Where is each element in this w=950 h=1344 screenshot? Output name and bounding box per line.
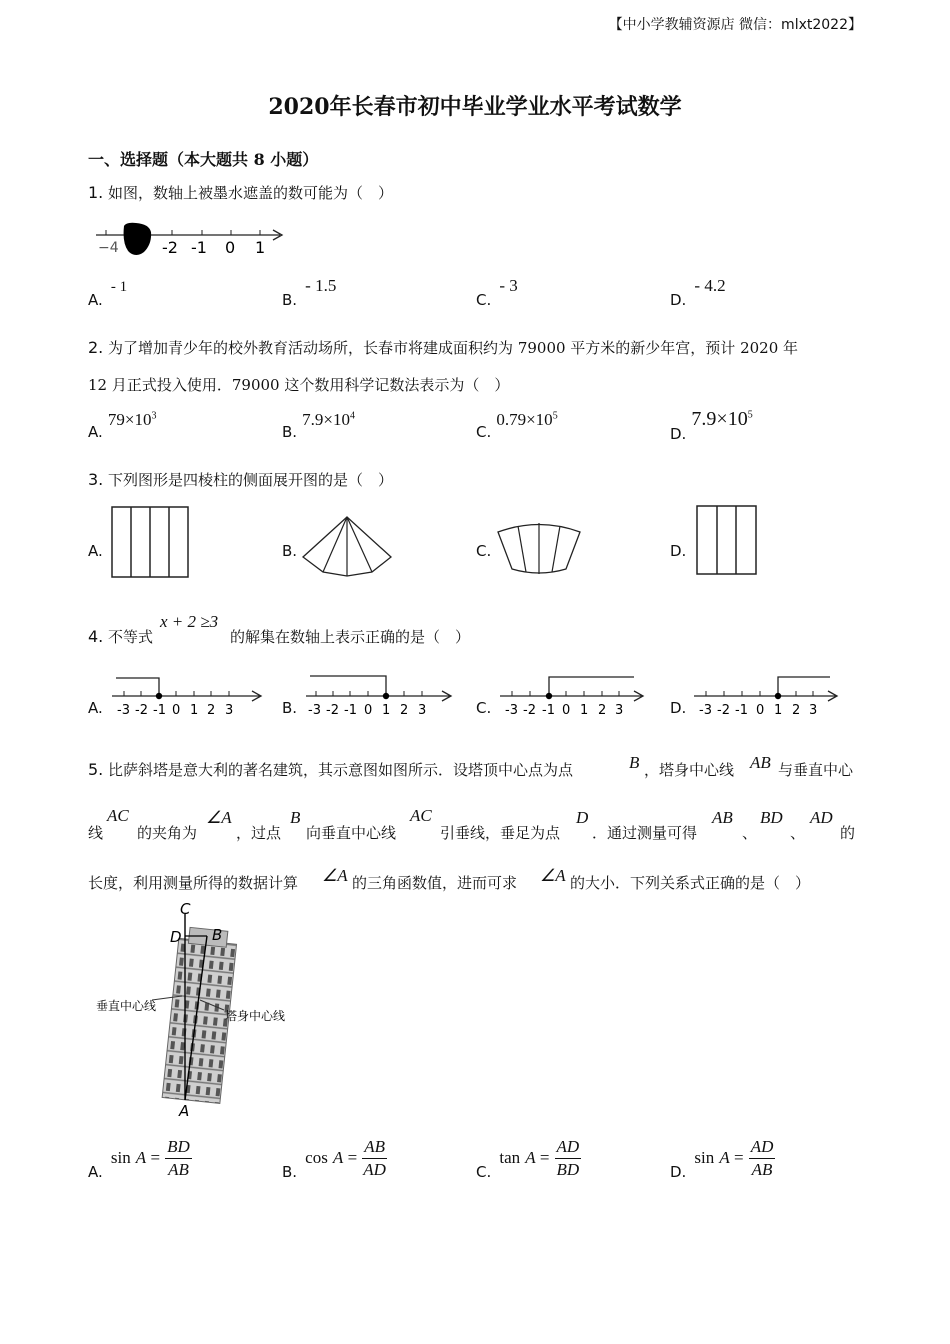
q5-segment-bd: BD bbox=[760, 808, 783, 827]
q4-number-line-c bbox=[498, 670, 650, 718]
q5-stem-line2-e: 引垂线，垂足为点 bbox=[440, 824, 561, 842]
q5-segment-ac: AC bbox=[410, 806, 432, 825]
q4-b-label: 3 bbox=[418, 703, 427, 718]
q4-c-label: -2 bbox=[523, 703, 536, 718]
q5-point-d: D bbox=[576, 808, 589, 827]
q4-b-label: -2 bbox=[326, 703, 339, 718]
q1-option-a[interactable]: A. - 1 bbox=[88, 279, 128, 309]
q5-stem-line2-d: 向垂直中心线 bbox=[306, 824, 397, 842]
q4-c-label: 3 bbox=[615, 703, 624, 718]
q4-a-label: -1 bbox=[153, 703, 166, 718]
q5-stem-line2-g: 的 bbox=[840, 824, 856, 842]
q1-label: −4 bbox=[98, 240, 119, 256]
q3-figure-d bbox=[694, 503, 760, 577]
q5-stem-line3-a: 长度，利用测量所得的数据计算 bbox=[88, 874, 299, 892]
q5-b-fraction: $\frac{AB}{AD}$ bbox=[363, 1137, 386, 1179]
q4-d-label: -1 bbox=[735, 703, 748, 718]
q4-inequality: x + 2 ≥3 bbox=[160, 612, 219, 631]
q4-d-label: -2 bbox=[717, 703, 730, 718]
q4-d-label: 2 bbox=[792, 703, 801, 718]
q4-c-label: -3 bbox=[505, 703, 518, 718]
q4-a-label: 3 bbox=[225, 703, 234, 718]
q4-c-label: 2 bbox=[598, 703, 607, 718]
q5-stem-line2-f: ．通过测量可得 bbox=[592, 824, 698, 842]
q5-angle-a: ∠A bbox=[322, 866, 348, 885]
q4-d-label: 1 bbox=[774, 703, 783, 718]
q4-d-label: 3 bbox=[809, 703, 818, 718]
q4-c-label: 1 bbox=[580, 703, 589, 718]
q1-stem: 1. 如图，数轴上被墨水遮盖的数可能为（ ） bbox=[88, 183, 394, 202]
q5-stem-line1-b: ，塔身中心线 bbox=[644, 761, 735, 779]
q3-option-d[interactable]: D. bbox=[670, 542, 687, 560]
q3-option-b[interactable]: B. bbox=[282, 542, 298, 560]
q1-label: -2 bbox=[162, 238, 178, 257]
q5-fig-label-c: C bbox=[180, 900, 191, 918]
q5-angle-a: ∠A bbox=[206, 808, 232, 827]
q5-fig-label-d: D bbox=[170, 928, 182, 946]
q4-b-label: -1 bbox=[344, 703, 357, 718]
q4-b-label: 0 bbox=[364, 703, 373, 718]
q5-option-d[interactable]: D. sin A = $\frac{AD}{AB}$ bbox=[670, 1137, 774, 1181]
q5-stem-line1: 5. 比萨斜塔是意大利的著名建筑，其示意图如图所示．设塔顶中心点为点 bbox=[88, 760, 574, 779]
q5-stem-line3-b: 的三角函数值，进而可求 bbox=[352, 874, 518, 892]
q5-stem-line1-c: 与垂直中心 bbox=[778, 761, 854, 779]
q3-stem: 3. 下列图形是四棱柱的侧面展开图的是（ ） bbox=[88, 470, 394, 489]
q5-point-b: B bbox=[290, 808, 301, 827]
q5-fig-label-vertical: 垂直中心线 bbox=[96, 999, 157, 1013]
q4-a-label: 0 bbox=[172, 703, 181, 718]
q2-option-d[interactable]: D. $7.9\times 10^5$ bbox=[670, 408, 753, 443]
q3-option-c[interactable]: C. bbox=[476, 542, 492, 560]
q4-d-label: -3 bbox=[699, 703, 712, 718]
q4-option-c[interactable]: C. bbox=[476, 699, 492, 717]
q4-b-label: -3 bbox=[308, 703, 321, 718]
q1-option-d[interactable]: D. - 4.2 bbox=[670, 276, 726, 309]
q3-figure-c bbox=[494, 514, 584, 576]
ink-blot bbox=[124, 223, 152, 255]
q1-number-line bbox=[94, 220, 294, 260]
q5-fig-label-tower: 塔身中心线 bbox=[225, 1009, 286, 1023]
q5-tower-figure bbox=[92, 900, 307, 1122]
q4-stem: 4. 不等式 bbox=[88, 627, 154, 646]
q5-d-fraction: $\frac{AD}{AB}$ bbox=[750, 1137, 774, 1179]
q4-stem-tail: 的解集在数轴上表示正确的是（ ） bbox=[230, 628, 471, 646]
q3-figure-a bbox=[108, 504, 192, 580]
q5-segment-ad: AD bbox=[810, 808, 833, 827]
q1-label: 1 bbox=[255, 238, 266, 257]
q4-a-label: 2 bbox=[207, 703, 216, 718]
q4-b-label: 1 bbox=[382, 703, 391, 718]
q5-stem-line2-b: 的夹角为 bbox=[137, 824, 198, 842]
q2-option-a[interactable]: A. $79\times 10^3$ bbox=[88, 410, 157, 441]
q4-option-a[interactable]: A. bbox=[88, 699, 103, 717]
page-title: 2020年长春市初中毕业学业水平考试数学 bbox=[268, 94, 682, 120]
q5-c-fraction: $\frac{AD}{BD}$ bbox=[556, 1137, 580, 1179]
q4-c-label: 0 bbox=[562, 703, 571, 718]
q5-a-fraction: $\frac{BD}{AB}$ bbox=[167, 1137, 190, 1179]
q1-label: -1 bbox=[191, 238, 207, 257]
q4-a-label: -2 bbox=[135, 703, 148, 718]
q4-c-label: -1 bbox=[542, 703, 555, 718]
q5-stem-line3-c: 的大小．下列关系式正确的是（ ） bbox=[570, 874, 811, 892]
q3-figure-b bbox=[300, 512, 395, 580]
q5-fig-label-a: A bbox=[179, 1102, 190, 1120]
q5-separator: 、 bbox=[742, 824, 758, 842]
q4-number-line-a bbox=[108, 670, 268, 718]
q5-stem-line2-a: 线 bbox=[88, 824, 104, 842]
q4-number-line-d bbox=[692, 670, 844, 718]
q5-point-b: B bbox=[629, 753, 640, 772]
q5-option-c[interactable]: C. tan A = $\frac{AD}{BD}$ bbox=[476, 1137, 580, 1181]
q5-angle-a: ∠A bbox=[540, 866, 566, 885]
q1-option-b[interactable]: B. - 1.5 bbox=[282, 276, 337, 309]
q3-option-a[interactable]: A. bbox=[88, 542, 103, 560]
q5-segment-ab: AB bbox=[712, 808, 733, 827]
q5-option-a[interactable]: A. sin A = $\frac{BD}{AB}$ bbox=[88, 1137, 190, 1181]
q4-d-label: 0 bbox=[756, 703, 765, 718]
q5-option-b[interactable]: B. cos A = $\frac{AB}{AD}$ bbox=[282, 1137, 386, 1181]
q2-option-b[interactable]: B. $7.9\times 10^4$ bbox=[282, 410, 355, 441]
q5-segment-ab: AB bbox=[750, 753, 771, 772]
q4-a-label: 1 bbox=[190, 703, 199, 718]
header-note: 【中小学教辅资源店 微信：mlxt2022】 bbox=[608, 17, 862, 33]
q4-option-d[interactable]: D. bbox=[670, 699, 687, 717]
q2-stem-line1: 2. 为了增加青少年的校外教育活动场所，长春市将建成面积约为 79000 平方米的新少年宫，预计 2020 年 bbox=[88, 338, 799, 357]
q4-a-label: -3 bbox=[117, 703, 130, 718]
q2-stem-line2: 12 月正式投入使用．79000 这个数用科学记数法表示为（ ） bbox=[88, 376, 510, 394]
q5-segment-ac: AC bbox=[107, 806, 129, 825]
q4-option-b[interactable]: B. bbox=[282, 699, 298, 717]
q5-stem-line2-c: ，过点 bbox=[236, 824, 282, 842]
q5-separator: 、 bbox=[790, 824, 806, 842]
q2-option-c[interactable]: C. $0.79\times 10^5$ bbox=[476, 410, 558, 441]
q4-b-label: 2 bbox=[400, 703, 409, 718]
section-title: 一、选择题（本大题共 8 小题） bbox=[88, 150, 319, 169]
q5-fig-label-b: B bbox=[212, 926, 223, 944]
q4-number-line-b bbox=[302, 670, 458, 718]
q1-option-c[interactable]: C. - 3 bbox=[476, 276, 518, 309]
q1-label: 0 bbox=[225, 238, 236, 257]
